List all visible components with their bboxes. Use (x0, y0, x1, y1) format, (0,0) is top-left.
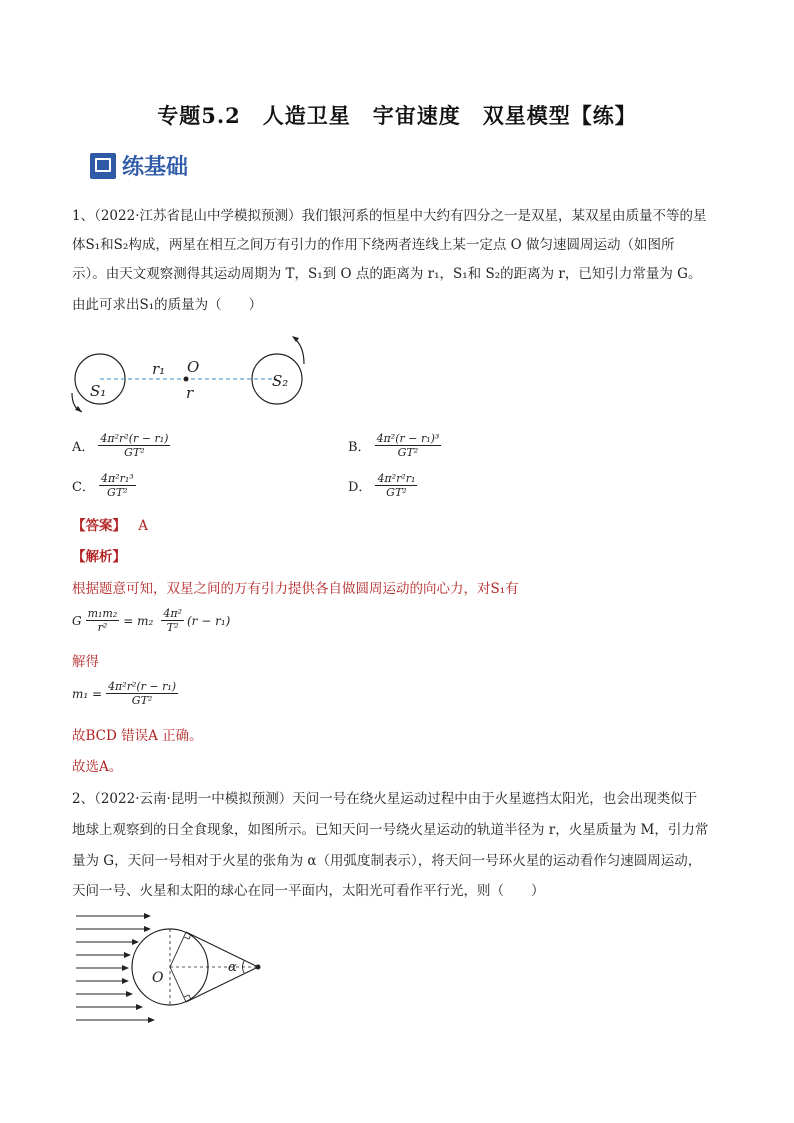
q2-line1: 2、（2022·云南·昆明一中模拟预测）天问一号在绕火星运动过程中由于火星遮挡太阳光，也会出现类似于 (72, 791, 698, 807)
binary-star-figure (68, 330, 318, 415)
tangent-upper (186, 932, 258, 967)
option-b-num: 4π²(r − r₁)³ (376, 432, 440, 445)
q2-line2: 地球上观察到的日全食现象，如图所示。已知天问一号绕火星运动的轨道半径为 r，火星质量为 M，引力常 (72, 822, 709, 838)
q1-line4: 由此可求出S₁的质量为（ ） (72, 297, 263, 313)
s2-motion-arrow (294, 338, 304, 364)
equation-2 (72, 680, 178, 707)
answer-line (72, 512, 722, 541)
q1-line1: 1、（2022·江苏省昆山中学模拟预测）我们银河系的恒星中大约有四分之一是双星，某双星由质量不等的星 (72, 208, 707, 224)
tangent-lower (186, 967, 258, 1002)
sunlight-rays (76, 916, 154, 1020)
page-title: 专题5.2 人造卫星 宇宙速度 双星模型【练】 (157, 103, 637, 128)
option-a[interactable] (72, 432, 170, 459)
option-b-label: B． (348, 440, 371, 455)
eq1-frac-right (161, 607, 184, 634)
option-a-label: A． (72, 440, 95, 455)
label-r: r (186, 384, 194, 402)
eq1-g: G (72, 613, 82, 628)
option-d-num: 4π²r²r₁ (377, 472, 416, 485)
label-s2: S₂ (272, 372, 289, 390)
option-d-fraction (375, 472, 417, 499)
q2-line3: 量为 G，天问一号相对于火星的张角为 α（用弧度制表示），将天问一号环火星的运动看作匀速圆周运动， (72, 853, 702, 869)
eq1-rden: T² (166, 621, 179, 634)
eq2-den: GT² (131, 694, 153, 707)
solve-text: 解得 (72, 654, 99, 670)
eq2-frac (106, 680, 178, 707)
option-d-label: D． (348, 480, 372, 495)
book-icon (90, 153, 116, 179)
option-d-den: GT² (386, 486, 407, 499)
section-heading (90, 150, 188, 181)
eq2-lhs: m₁ = (72, 686, 103, 701)
option-b-fraction (375, 432, 442, 459)
option-b[interactable] (348, 432, 441, 459)
eq1-frac-left (86, 607, 120, 634)
answer-tag: 【答案】 (72, 518, 126, 534)
analysis-tag: 【解析】 (72, 549, 126, 565)
satellite-point (256, 965, 261, 970)
option-c-label: C． (72, 480, 95, 495)
equation-1 (72, 607, 230, 634)
option-d[interactable] (348, 472, 417, 499)
option-c[interactable] (72, 472, 136, 499)
eq1-tail: (r − r₁) (186, 613, 231, 628)
label-r1: r₁ (152, 360, 166, 378)
option-c-den: GT² (107, 486, 128, 499)
q2-line4: 天问一号、火星和太阳的球心在同一平面内，太阳光可看作平行光，则（ ） (72, 883, 545, 899)
q1-line2: 体S₁和S₂构成，两星在相互之间万有引力的作用下绕两者连线上某一定点 O 做匀速圆周运动（如图所 (72, 237, 675, 253)
section-label: 练基础 (122, 155, 189, 180)
option-a-den: GT² (124, 446, 145, 459)
eclipse-figure (74, 910, 274, 1028)
eq2-num: 4π²r²(r − r₁) (108, 680, 177, 693)
q1-line3: 示）。由天文观察测得其运动周期为 T，S₁到 O 点的距离为 r₁，S₁和 S₂的距离为 r，已知引力常量为 G。 (72, 266, 702, 282)
label-s1: S₁ (90, 382, 107, 400)
eq1-rnum: 4π² (163, 607, 182, 620)
label-alpha: α (228, 960, 237, 975)
conclusion-1: 故BCD 错误A 正确。 (72, 728, 203, 744)
conclusion-2: 故选A。 (72, 759, 123, 775)
label-o2: O (152, 970, 164, 986)
option-a-num: 4π²r²(r − r₁) (100, 432, 169, 445)
option-a-fraction (98, 432, 170, 459)
option-c-num: 4π²r₁³ (100, 472, 134, 485)
radius-upper (170, 932, 186, 967)
eq1-mid: = m₂ (123, 613, 154, 628)
eq1-lnum: m₁m₂ (87, 607, 118, 620)
o-point (184, 377, 189, 382)
answer-value: A (138, 518, 149, 534)
radius-lower (170, 967, 186, 1002)
eq1-lden: r² (97, 621, 108, 634)
analysis-text: 根据题意可知，双星之间的万有引力提供各自做圆周运动的向心力，对S₁有 (72, 581, 519, 597)
analysis-tag-line (72, 543, 722, 572)
option-b-den: GT² (397, 446, 419, 459)
label-o: O (187, 358, 200, 376)
option-c-fraction (99, 472, 136, 499)
